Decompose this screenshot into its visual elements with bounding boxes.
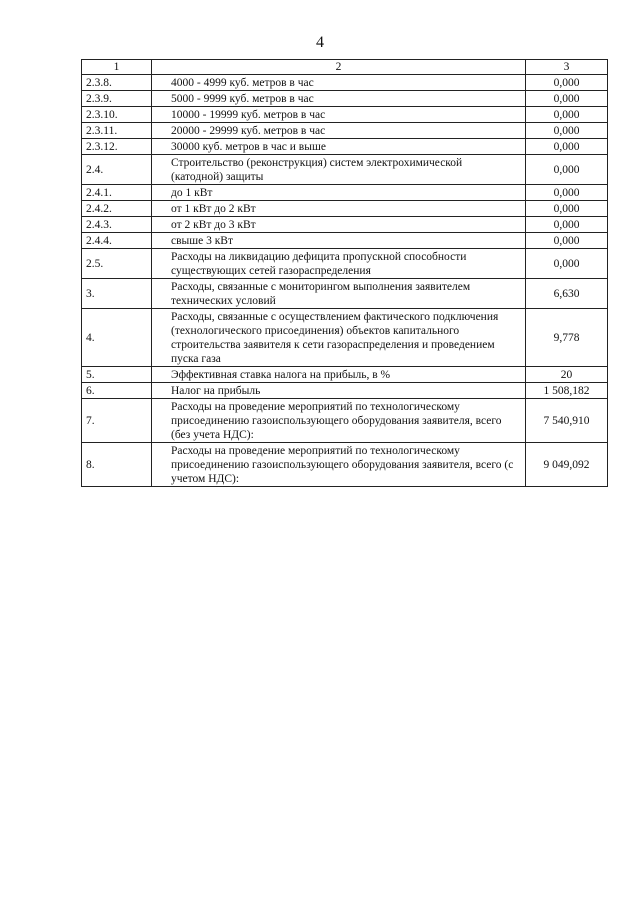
row-value: 1 508,182 (526, 383, 608, 399)
table-row (82, 185, 608, 201)
table-row (82, 279, 608, 309)
page-number: 4 (316, 34, 324, 51)
row-description: Расходы на проведение мероприятий по технологическому присоединению газоиспользующего оборудования заявителя, всего (с учетом НДС): (152, 443, 526, 487)
row-description: 30000 куб. метров в час и выше (152, 139, 526, 155)
row-description: Налог на прибыль (152, 383, 526, 399)
row-number: 6. (82, 383, 152, 399)
row-description: Расходы, связанные с осуществлением фактического подключения (технологического присоединения) объектов капитального строительства заявителя к сети газораспределения и проведением пуска газа (152, 309, 526, 367)
row-value: 0,000 (526, 217, 608, 233)
row-description: 5000 - 9999 куб. метров в час (152, 91, 526, 107)
header-cell-2: 2 (152, 60, 526, 75)
row-number: 5. (82, 367, 152, 383)
row-number: 2.3.8. (82, 75, 152, 91)
tariff-table (81, 59, 608, 487)
row-description: Расходы на проведение мероприятий по технологическому присоединению газоиспользующего оборудования заявителя, всего (без учета НДС): (152, 399, 526, 443)
row-value: 9 049,092 (526, 443, 608, 487)
row-number: 2.3.12. (82, 139, 152, 155)
row-number: 2.5. (82, 249, 152, 279)
header-cell-1: 1 (82, 60, 152, 75)
row-number: 2.4. (82, 155, 152, 185)
table-row (82, 443, 608, 487)
table-row (82, 139, 608, 155)
table-row (82, 309, 608, 367)
table-row (82, 217, 608, 233)
row-number: 2.4.2. (82, 201, 152, 217)
row-description: 10000 - 19999 куб. метров в час (152, 107, 526, 123)
row-description: свыше 3 кВт (152, 233, 526, 249)
row-value: 20 (526, 367, 608, 383)
table-header-row (82, 60, 608, 75)
row-description: Расходы на ликвидацию дефицита пропускной способности существующих сетей газораспределения (152, 249, 526, 279)
table-row (82, 91, 608, 107)
table-row (82, 249, 608, 279)
row-number: 4. (82, 309, 152, 367)
row-value: 9,778 (526, 309, 608, 367)
row-value: 0,000 (526, 107, 608, 123)
table-row (82, 383, 608, 399)
row-description: до 1 кВт (152, 185, 526, 201)
row-value: 0,000 (526, 75, 608, 91)
row-description: Эффективная ставка налога на прибыль, в % (152, 367, 526, 383)
row-value: 0,000 (526, 233, 608, 249)
row-value: 0,000 (526, 249, 608, 279)
table-row (82, 233, 608, 249)
row-value: 0,000 (526, 91, 608, 107)
row-number: 2.4.3. (82, 217, 152, 233)
row-number: 2.3.9. (82, 91, 152, 107)
table-row (82, 201, 608, 217)
row-value: 0,000 (526, 139, 608, 155)
row-value: 0,000 (526, 123, 608, 139)
row-description: 4000 - 4999 куб. метров в час (152, 75, 526, 91)
row-value: 0,000 (526, 155, 608, 185)
table-row (82, 123, 608, 139)
row-value: 0,000 (526, 185, 608, 201)
row-number: 8. (82, 443, 152, 487)
row-number: 3. (82, 279, 152, 309)
row-description: 20000 - 29999 куб. метров в час (152, 123, 526, 139)
row-description: Расходы, связанные с мониторингом выполнения заявителем технических условий (152, 279, 526, 309)
table-row (82, 155, 608, 185)
header-cell-3: 3 (526, 60, 608, 75)
row-number: 2.3.10. (82, 107, 152, 123)
table-row (82, 399, 608, 443)
row-description: от 2 кВт до 3 кВт (152, 217, 526, 233)
table-row (82, 107, 608, 123)
row-number: 7. (82, 399, 152, 443)
table-row (82, 367, 608, 383)
table-row (82, 75, 608, 91)
row-description: Строительство (реконструкция) систем электрохимической (катодной) защиты (152, 155, 526, 185)
row-value: 0,000 (526, 201, 608, 217)
row-description: от 1 кВт до 2 кВт (152, 201, 526, 217)
row-value: 7 540,910 (526, 399, 608, 443)
row-value: 6,630 (526, 279, 608, 309)
row-number: 2.4.4. (82, 233, 152, 249)
row-number: 2.4.1. (82, 185, 152, 201)
row-number: 2.3.11. (82, 123, 152, 139)
